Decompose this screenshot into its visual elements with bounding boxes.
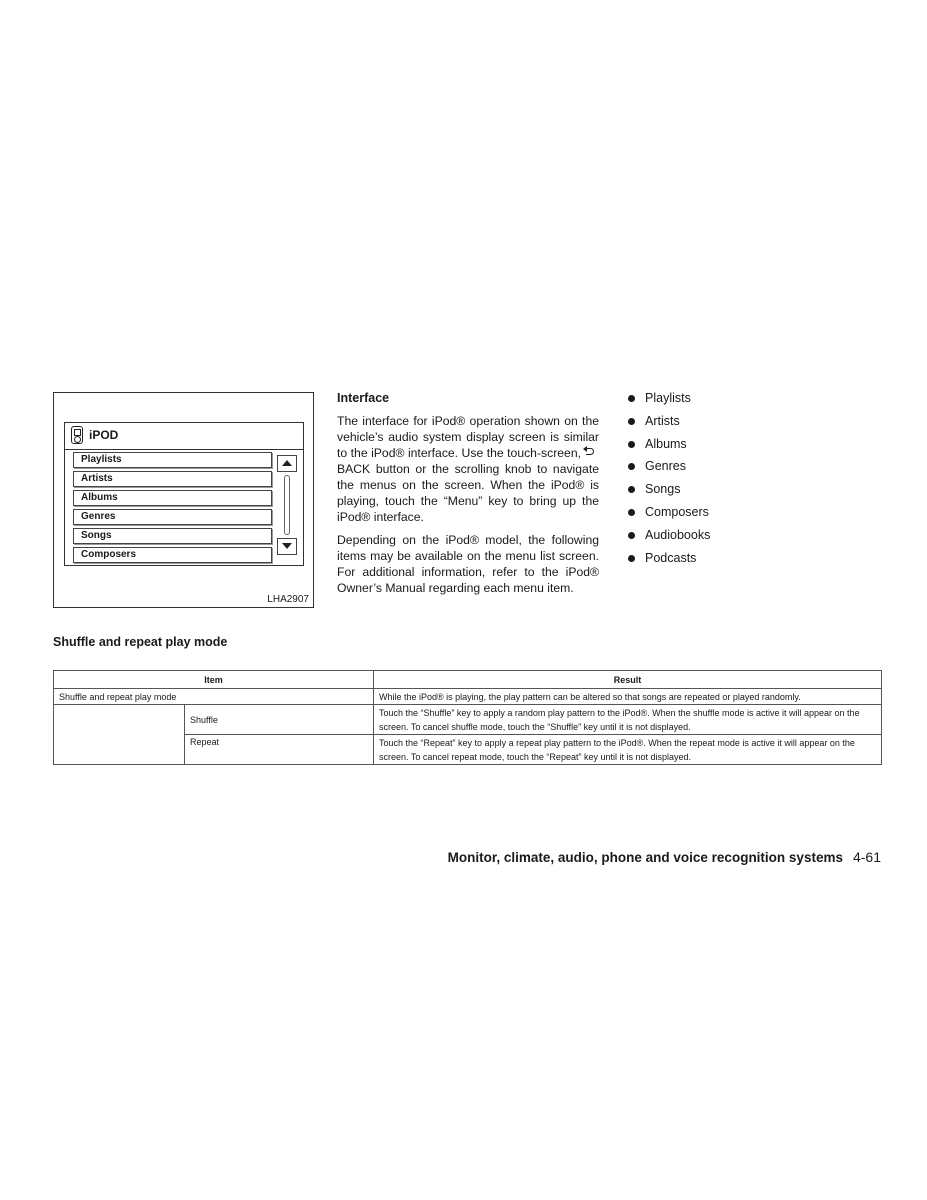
menu-item-playlists[interactable]: Playlists bbox=[73, 452, 272, 468]
menu-item-songs[interactable]: Songs bbox=[73, 528, 272, 544]
menu-item-genres[interactable]: Genres bbox=[73, 509, 272, 525]
page-number: 4-61 bbox=[852, 849, 881, 865]
interface-heading: Interface bbox=[337, 391, 390, 405]
table-cell-result: Touch the “Repeat” key to apply a repeat play pattern to the iPod®. When the repeat mode is active it will appear on the screen. To cancel repeat mode, touch the “Repeat” key until it is not displayed. bbox=[374, 735, 882, 765]
table-cell-sub-item: Shuffle bbox=[185, 705, 374, 735]
table-header-row bbox=[54, 671, 882, 689]
scroll-down-arrow-icon[interactable] bbox=[277, 538, 297, 555]
table-cell-result: Touch the “Shuffle” key to apply a random play pattern to the iPod®. When the shuffle mode is active it will appear on the screen. To cancel shuffle mode, touch the “Shuffle” key until it is not displayed. bbox=[374, 705, 882, 735]
menu-list bbox=[73, 452, 272, 566]
ipod-screen-figure bbox=[53, 392, 314, 608]
screen-header bbox=[65, 423, 303, 450]
list-item-label: Albums bbox=[645, 436, 687, 451]
interface-section bbox=[337, 390, 599, 603]
figure-code: LHA2907 bbox=[267, 594, 309, 605]
menu-items-list bbox=[627, 390, 827, 572]
list-item-label: Genres bbox=[645, 459, 686, 474]
interface-paragraph-1 bbox=[337, 413, 599, 525]
table-row bbox=[54, 705, 882, 735]
table-cell-sub-item: Repeat bbox=[185, 735, 374, 765]
scroll-up-arrow-icon[interactable] bbox=[277, 455, 297, 472]
bullet-icon bbox=[628, 509, 635, 516]
page-footer bbox=[448, 849, 881, 865]
ipod-icon bbox=[71, 426, 83, 444]
table-header-result: Result bbox=[374, 671, 882, 689]
back-arrow-icon bbox=[585, 448, 595, 456]
list-item bbox=[627, 436, 827, 459]
table-row bbox=[54, 689, 882, 705]
bullet-icon bbox=[628, 463, 635, 470]
bullet-icon bbox=[628, 441, 635, 448]
bullet-icon bbox=[628, 532, 635, 539]
chapter-title: Monitor, climate, audio, phone and voice recognition systems bbox=[447, 850, 843, 865]
list-item-label: Artists bbox=[645, 413, 680, 428]
list-item-label: Podcasts bbox=[645, 550, 697, 565]
list-item bbox=[627, 481, 827, 504]
list-item bbox=[627, 390, 827, 413]
list-item bbox=[627, 504, 827, 527]
list-item bbox=[627, 413, 827, 436]
list-item-label: Songs bbox=[645, 482, 681, 497]
list-item-label: Composers bbox=[645, 504, 709, 519]
para1-text-before: The interface for iPod® operation shown on the vehicle’s audio system display screen is similar to the iPod® interface. Use the touch-screen, bbox=[337, 414, 599, 460]
menu-item-albums[interactable]: Albums bbox=[73, 490, 272, 506]
bullet-icon bbox=[628, 486, 635, 493]
table-cell-result: While the iPod® is playing, the play pattern can be altered so that songs are repeated or played randomly. bbox=[374, 689, 882, 705]
table-cell-item: Shuffle and repeat play mode bbox=[54, 689, 374, 705]
ipod-menu-screen bbox=[64, 422, 304, 566]
list-item bbox=[627, 458, 827, 481]
para1-text-after: BACK button or the scrolling knob to navigate the menus on the screen. When the iPod® is playing, touch the “Menu” key to bring up the iPod® interface. bbox=[337, 462, 599, 524]
list-item bbox=[627, 550, 827, 573]
table-header-item: Item bbox=[54, 671, 374, 689]
interface-paragraph-2: Depending on the iPod® model, the following items may be available on the menu list screen. For additional information, refer to the iPod® Owner’s Manual regarding each menu item. bbox=[337, 533, 599, 595]
scrollbar[interactable] bbox=[284, 475, 290, 535]
list-item-label: Playlists bbox=[645, 391, 691, 405]
bullet-icon bbox=[628, 418, 635, 425]
menu-item-artists[interactable]: Artists bbox=[73, 471, 272, 487]
shuffle-repeat-table bbox=[53, 670, 882, 765]
list-item-label: Audiobooks bbox=[645, 527, 711, 542]
menu-item-composers[interactable]: Composers bbox=[73, 547, 272, 563]
screen-title: iPOD bbox=[89, 428, 119, 442]
bullet-icon bbox=[628, 395, 635, 402]
section-heading: Shuffle and repeat play mode bbox=[53, 635, 228, 649]
bullet-icon bbox=[628, 555, 635, 562]
list-item bbox=[627, 527, 827, 550]
table-cell-empty bbox=[54, 705, 185, 765]
